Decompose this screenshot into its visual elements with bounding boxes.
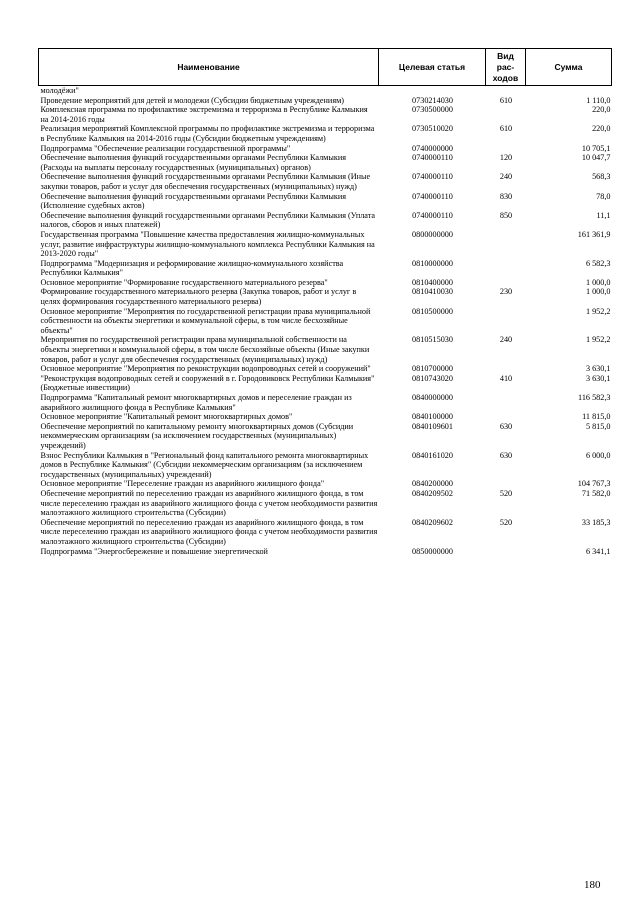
cell-code: 0840200000: [412, 479, 453, 489]
cell-sum: 104 767,3: [577, 479, 611, 489]
cell-type: 850: [499, 210, 513, 220]
table-row: [39, 364, 612, 374]
cell-sum: 1 110,0: [586, 95, 611, 105]
cell-type: 630: [499, 450, 513, 460]
document-sheet: [38, 48, 611, 556]
cell-code: 0730214030: [412, 95, 453, 105]
cell-name: Обеспечение мероприятий по переселению граждан из аварийного жилищного фонда, в том числе переселению граждан из аварийного жилищного фонда с учетом необходимости развития малоэтажного жилищного строительства (Субсидии): [40, 488, 378, 518]
header-type: Вид рас-ходов: [486, 49, 526, 86]
table-row: [39, 230, 612, 259]
cell-sum: 11 815,0: [582, 412, 611, 422]
cell-sum: 116 582,3: [578, 393, 611, 402]
table-row: [39, 412, 612, 422]
cell-code: 0740000110: [412, 210, 453, 220]
cell-code: 0740000110: [412, 191, 453, 201]
table-row: [39, 153, 612, 172]
table-row: [39, 211, 612, 230]
cell-type: [486, 278, 526, 288]
cell-code: 0810743020: [412, 373, 453, 383]
cell-code: 0840000000: [412, 393, 453, 402]
table-row: [39, 96, 612, 106]
cell-sum: [526, 86, 612, 96]
cell-name: Обеспечение мероприятий по переселению граждан из аварийного жилищного фонда, в том числе переселению граждан из аварийного жилищного фонда с учетом необходимости развития малоэтажного жилищного строительства (Субсидии): [40, 517, 378, 546]
cell-type: [486, 259, 526, 278]
cell-code: 0730510020: [412, 124, 453, 134]
cell-name: Основное мероприятие "Капитальный ремонт многоквартирных домов": [40, 412, 293, 422]
cell-name: Обеспечение мероприятий по капитальному ремонту многоквартирных домов (Субсидии некоммерческим организациям (за исключением государственных (муниципальных) учреждений): [40, 421, 354, 450]
header-name: Наименование: [39, 49, 379, 86]
table-header-row: [39, 49, 612, 86]
table-row: [39, 259, 612, 278]
cell-name: Проведение мероприятий для детей и молодежи (Субсидии бюджетным учреждениям): [40, 95, 344, 105]
table-body: [39, 86, 612, 557]
cell-code: 0730500000: [412, 105, 453, 115]
cell-name: Государственная программа "Повышение качества предоставления жилищно-коммунальных услуг, развитие инфраструктуры жилищно-коммунального комплекса Республики Калмыкия на 2013-2020 годы": [40, 229, 375, 259]
table-row: [39, 86, 612, 96]
cell-code: 0840209502: [412, 488, 453, 498]
cell-type: [486, 307, 526, 336]
cell-code: 0840109601: [412, 421, 453, 431]
cell-sum: 10 047,7: [581, 153, 611, 163]
cell-sum: 6 341,1: [585, 546, 611, 556]
table-row: [39, 374, 612, 393]
cell-code: 0840161020: [412, 450, 453, 460]
cell-sum: 1 000,0: [585, 277, 611, 287]
cell-code: [379, 86, 486, 96]
cell-sum: 220,0: [592, 105, 611, 115]
cell-name: Обеспечение выполнения функций государственными органами Республики Калмыкия (Уплата налогов, сборов и иных платежей): [40, 210, 376, 230]
cell-name: Взнос Республики Калмыкия в "Региональный фонд капитального ремонта многоквартирных домов в Республике Калмыкия" (Субсидии некоммерческим организациям (за исключением государственных (муниципальных) учреждений): [40, 450, 369, 479]
cell-sum: 568,3: [592, 172, 611, 182]
cell-type: 610: [499, 95, 513, 105]
header-code: Целевая статья: [379, 49, 486, 86]
cell-name: Основное мероприятие "Переселение граждан из аварийного жилищного фонда": [40, 479, 325, 489]
cell-type: 520: [499, 488, 513, 498]
cell-name: Основное мероприятие "Мероприятия по реконструкции водопроводных сетей и сооружений": [40, 364, 371, 374]
cell-type: [486, 393, 526, 412]
cell-sum: 1 000,0: [585, 287, 611, 297]
cell-code: 0740000110: [412, 153, 453, 163]
cell-sum: 78,0: [596, 191, 611, 201]
cell-sum: 11,1: [596, 210, 611, 220]
table-row: [39, 451, 612, 480]
cell-name: Основное мероприятие "Формирование государственного материального резерва": [40, 277, 328, 287]
cell-sum: 1 952,2: [585, 335, 611, 345]
cell-name: "Реконструкция водопроводных сетей и сооружений в г. Городовиковск Республики Калмыкия" (Бюджетные инвестиции): [40, 373, 375, 393]
page-number: 180: [584, 879, 601, 891]
table-row: [39, 479, 612, 489]
cell-type: 120: [499, 153, 513, 163]
cell-code: 0740000000: [412, 143, 453, 153]
cell-sum: 220,0: [592, 124, 611, 134]
cell-name: Обеспечение выполнения функций государственными органами Республики Калмыкия (Иные закупки товаров, работ и услуг для обеспечения государственных (муниципальных) нужд): [40, 172, 371, 191]
table-row: [39, 422, 612, 451]
cell-code: 0810500000: [412, 306, 453, 316]
cell-type: 830: [499, 191, 513, 201]
cell-name: Подпрограмма "Энергосбережение и повышение энергетической: [40, 546, 268, 556]
cell-name: Подпрограмма "Капитальный ремонт многоквартирных домов и переселение граждан из аварийного жилищного фонда в Республике Калмыкия": [40, 393, 352, 412]
table-row: [39, 172, 612, 191]
cell-name: Реализация мероприятий Комплексной программы по профилактике экстремизма и терроризма в Республике Калмыкия на 2014-2016 годы (Субсидии бюджетным учреждениям): [40, 124, 375, 143]
cell-code: 0810515030: [412, 335, 453, 345]
cell-code: 0840100000: [412, 412, 453, 422]
table-row: [39, 393, 612, 412]
cell-name: Мероприятия по государственной регистрации права муниципальной собственности на объекты энергетики и коммунальной сферы, в том числе бесхозяйные объекты (Иные закупки товаров, работ и услуг для обеспечения государственных (муниципальных) нужд): [40, 335, 370, 364]
table-row: [39, 489, 612, 518]
cell-type: [486, 547, 526, 557]
cell-code: 0810400000: [412, 277, 453, 287]
table-row: [39, 307, 612, 336]
table-row: [39, 192, 612, 211]
cell-sum: 33 185,3: [581, 517, 611, 527]
cell-sum: 6 000,0: [585, 450, 611, 460]
cell-type: [486, 479, 526, 489]
cell-name: Подпрограмма "Модернизация и реформирование жилищно-коммунального хозяйства Республики Калмыкия": [40, 258, 344, 278]
cell-type: 240: [499, 172, 513, 182]
cell-type: [486, 230, 526, 259]
cell-sum: 5 815,0: [585, 421, 611, 431]
cell-type: 630: [499, 421, 513, 431]
header-sum: Сумма: [526, 49, 612, 86]
cell-code: 0840209602: [412, 517, 453, 527]
table-row: [39, 105, 612, 124]
table-row: [39, 144, 612, 154]
cell-code: 0800000000: [412, 229, 453, 239]
table-row: [39, 547, 612, 557]
table-row: [39, 335, 612, 364]
cell-code: 0740000110: [412, 172, 453, 182]
cell-type: [486, 105, 526, 124]
table-row: [39, 287, 612, 306]
cell-code: 0810410030: [412, 287, 453, 297]
table-row: [39, 124, 612, 143]
cell-code: 0810700000: [412, 364, 453, 374]
cell-type: [486, 412, 526, 422]
cell-sum: 71 582,0: [581, 488, 611, 498]
cell-sum: 3 630,1: [585, 373, 611, 383]
cell-sum: 6 582,3: [585, 258, 611, 268]
cell-name: Обеспечение выполнения функций государственными органами Республики Калмыкия (Расходы на выплаты персоналу государственных (муниципальных) органов): [40, 153, 346, 172]
cell-name: Подпрограмма "Обеспечение реализации государственной программы": [40, 143, 291, 153]
cell-sum: 1 952,2: [585, 306, 611, 316]
cell-name: Обеспечение выполнения функций государственными органами Республики Калмыкия (Исполнение судебных актов): [40, 191, 346, 211]
cell-name: молодёжи": [40, 86, 79, 95]
cell-sum: 161 361,9: [577, 229, 611, 239]
cell-type: 410: [499, 373, 513, 383]
cell-type: 240: [499, 335, 513, 345]
cell-type: 520: [499, 517, 513, 527]
table-row: [39, 518, 612, 547]
cell-sum: 10 705,1: [581, 143, 611, 153]
cell-name: Комплексная программа по профилактике экстремизма и терроризма в Республике Калмыкия на 2014-2016 годы: [40, 105, 368, 124]
cell-type: 230: [499, 287, 513, 297]
table-row: [39, 278, 612, 288]
cell-sum: 3 630,1: [585, 364, 611, 374]
cell-name: Основное мероприятие "Мероприятия по государственной регистрации права муниципальной собственности на объекты энергетики и коммунальной сферы, в том числе бесхозяйные объекты": [40, 306, 371, 335]
cell-type: [486, 86, 526, 96]
cell-type: [486, 144, 526, 154]
cell-type: [486, 364, 526, 374]
cell-type: 610: [499, 124, 513, 134]
budget-table: [38, 48, 612, 556]
cell-name: Формирование государственного материального резерва (Закупка товаров, работ и услуг в целях формирования государственного материального резерва): [40, 287, 357, 307]
cell-code: 0810000000: [412, 258, 453, 268]
cell-code: 0850000000: [412, 546, 453, 556]
